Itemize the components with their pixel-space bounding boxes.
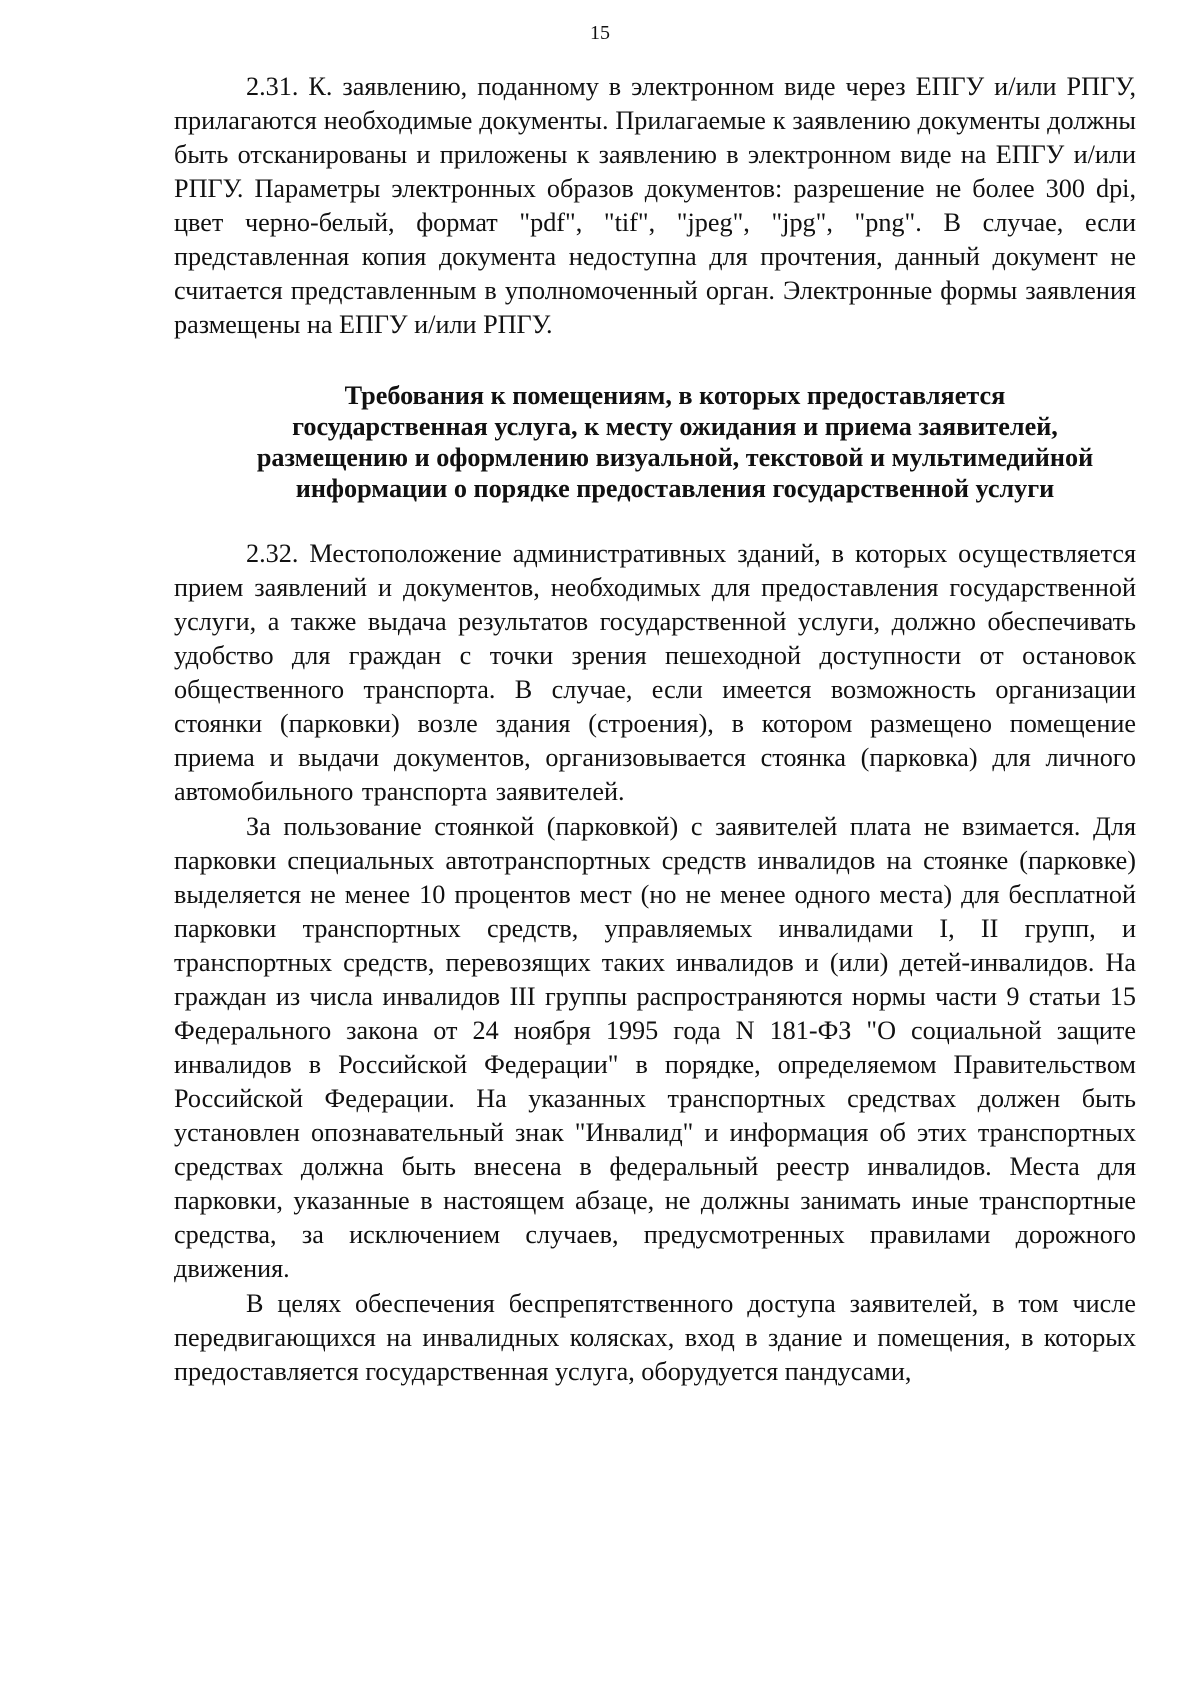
section-heading-line: размещению и оформлению визуальной, текстовой и мультимедийной bbox=[256, 443, 1094, 472]
page-number: 15 bbox=[590, 22, 610, 44]
paragraph-2-31: 2.31. К. заявлению, поданному в электронном виде через ЕПГУ и/или РПГУ, прилагаются необходимые документы. Прилагаемые к заявлению документы должны быть отсканированы и приложены к заявлению в электронном виде на ЕПГУ и/или РПГУ. Параметры электронных образов документов: разрешение не более 300 dpi, цвет черно-белый, формат "pdf", "tif", "jpeg", "jpg", "png". В случае, если представленная копия документа недоступна для прочтения, данный документ не считается представленным в уполномоченный орган. Электронные формы заявления размещены на ЕПГУ и/или РПГУ. bbox=[174, 72, 1136, 339]
section-heading bbox=[174, 380, 1136, 504]
paragraph-2-32: 2.32. Местоположение административных зданий, в которых осуществляется прием заявлений и документов, необходимых для предоставления государственной услуги, а также выдача результатов государственной услуги, должно обеспечивать удобство для граждан с точки зрения пешеходной доступности от остановок общественного транспорта. В случае, если имеется возможность организации стоянки (парковки) возле здания (строения), в котором размещено помещение приема и выдачи документов, организовывается стоянка (парковка) для личного автомобильного транспорта заявителей. bbox=[174, 539, 1136, 806]
section-heading-line: государственная услуга, к месту ожидания и приема заявителей, bbox=[292, 412, 1058, 441]
section-heading-line: Требования к помещениям, в которых предоставляется bbox=[344, 381, 1006, 410]
document-body bbox=[174, 70, 1136, 1389]
section-heading-line: информации о порядке предоставления государственной услуги bbox=[295, 474, 1055, 503]
paragraph-access: В целях обеспечения беспрепятственного доступа заявителей, в том числе передвигающихся на инвалидных колясках, вход в здание и помещения, в которых предоставляется государственная услуга, оборудуется пандусами, bbox=[174, 1289, 1136, 1386]
paragraph-parking: За пользование стоянкой (парковкой) с заявителей плата не взимается. Для парковки специальных автотранспортных средств инвалидов на стоянке (парковке) выделяется не менее 10 процентов мест (но не менее одного места) для бесплатной парковки транспортных средств, управляемых инвалидами I, II групп, и транспортных средств, перевозящих таких инвалидов и (или) детей-инвалидов. На граждан из числа инвалидов III группы распространяются нормы части 9 статьи 15 Федерального закона от 24 ноября 1995 года N 181-ФЗ "О социальной защите инвалидов в Российской Федерации" в порядке, определяемом Правительством Российской Федерации. На указанных транспортных средствах должен быть установлен опознавательный знак "Инвалид" и информация об этих транспортных средствах должна быть внесена в федеральный реестр инвалидов. Места для парковки, указанные в настоящем абзаце, не должны занимать иные транспортные средства, за исключением случаев, предусмотренных правилами дорожного движения. bbox=[174, 812, 1136, 1283]
